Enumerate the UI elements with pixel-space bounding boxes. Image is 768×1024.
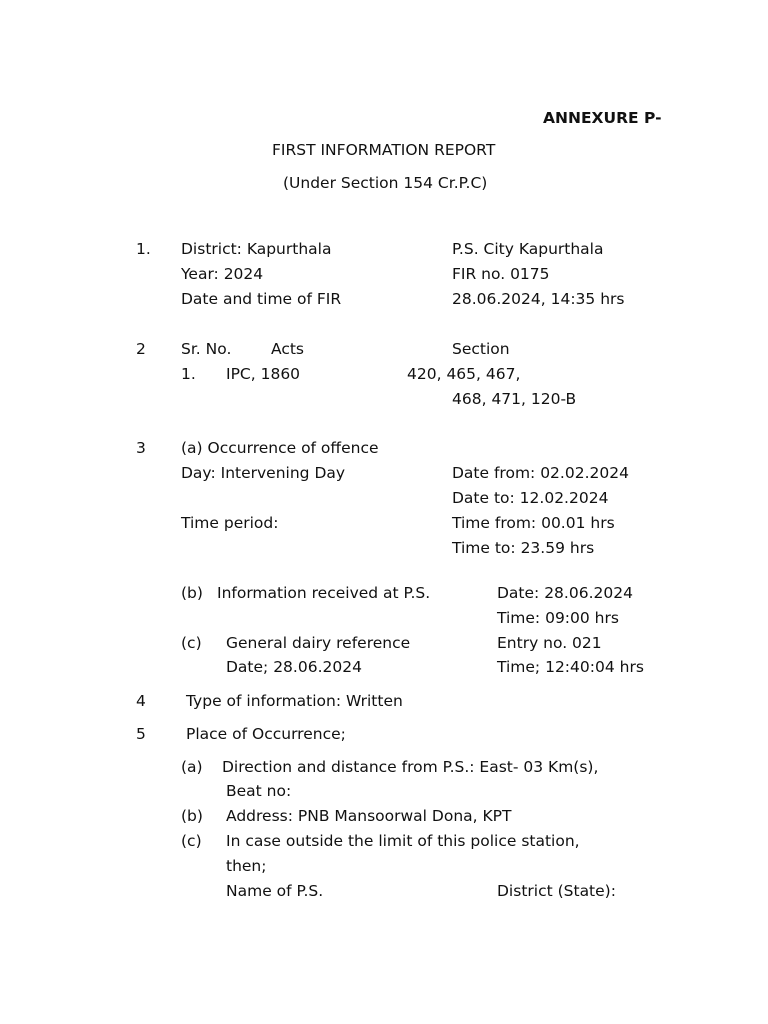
- item-1-number: 1.: [136, 240, 151, 258]
- occurrence-time-to: Time to: 23.59 hrs: [452, 539, 595, 557]
- occurrence-heading: (a) Occurrence of offence: [181, 439, 379, 457]
- outside-limit-label: (c): [181, 832, 202, 850]
- act-row-sections-line2: 468, 471, 120-B: [452, 390, 577, 408]
- district: District: Kapurthala: [181, 240, 332, 258]
- general-diary-entry: Entry no. 021: [497, 634, 602, 652]
- year: Year: 2024: [181, 265, 264, 283]
- occurrence-time-from: Time from: 00.01 hrs: [452, 514, 615, 532]
- general-diary-label: (c): [181, 634, 202, 652]
- sr-no-header: Sr. No.: [181, 340, 232, 358]
- place-of-occurrence: Place of Occurrence;: [186, 725, 346, 743]
- acts-header: Acts: [271, 340, 305, 358]
- occurrence-date-to: Date to: 12.02.2024: [452, 489, 609, 507]
- beat-no: Beat no:: [226, 782, 292, 800]
- direction-label: (a): [181, 758, 203, 776]
- occurrence-date-from: Date from: 02.02.2024: [452, 464, 629, 482]
- general-diary-date: Date; 28.06.2024: [226, 658, 362, 676]
- fir-number: FIR no. 0175: [452, 265, 550, 283]
- fir-date-time-value: 28.06.2024, 14:35 hrs: [452, 290, 625, 308]
- police-station: P.S. City Kapurthala: [452, 240, 604, 258]
- general-diary-time: Time; 12:40:04 hrs: [497, 658, 644, 676]
- act-row-sr: 1.: [181, 365, 196, 383]
- info-received-text: Information received at P.S.: [217, 584, 431, 602]
- act-row-sections-line1: 420, 465, 467,: [407, 365, 521, 383]
- outside-limit-then: then;: [226, 857, 267, 875]
- document-subtitle: (Under Section 154 Cr.P.C): [283, 174, 488, 192]
- annexure-label: ANNEXURE P-: [543, 109, 662, 127]
- document-title: FIRST INFORMATION REPORT: [272, 141, 496, 159]
- address-label: (b): [181, 807, 203, 825]
- item-2-number: 2: [136, 340, 146, 358]
- fir-date-time-label: Date and time of FIR: [181, 290, 342, 308]
- item-3-number: 3: [136, 439, 146, 457]
- outside-limit-text: In case outside the limit of this police station,: [226, 832, 580, 850]
- info-received-time: Time: 09:00 hrs: [497, 609, 619, 627]
- type-of-information: Type of information: Written: [186, 692, 403, 710]
- name-of-ps: Name of P.S.: [226, 882, 324, 900]
- section-header: Section: [452, 340, 510, 358]
- item-5-number: 5: [136, 725, 146, 743]
- time-period-label: Time period:: [181, 514, 279, 532]
- act-row-act: IPC, 1860: [226, 365, 301, 383]
- item-4-number: 4: [136, 692, 146, 710]
- district-state: District (State):: [497, 882, 616, 900]
- info-received-label: (b): [181, 584, 203, 602]
- general-diary-text: General dairy reference: [226, 634, 411, 652]
- direction-text: Direction and distance from P.S.: East- 03 Km(s),: [222, 758, 599, 776]
- info-received-date: Date: 28.06.2024: [497, 584, 633, 602]
- address-text: Address: PNB Mansoorwal Dona, KPT: [226, 807, 512, 825]
- occurrence-day: Day: Intervening Day: [181, 464, 346, 482]
